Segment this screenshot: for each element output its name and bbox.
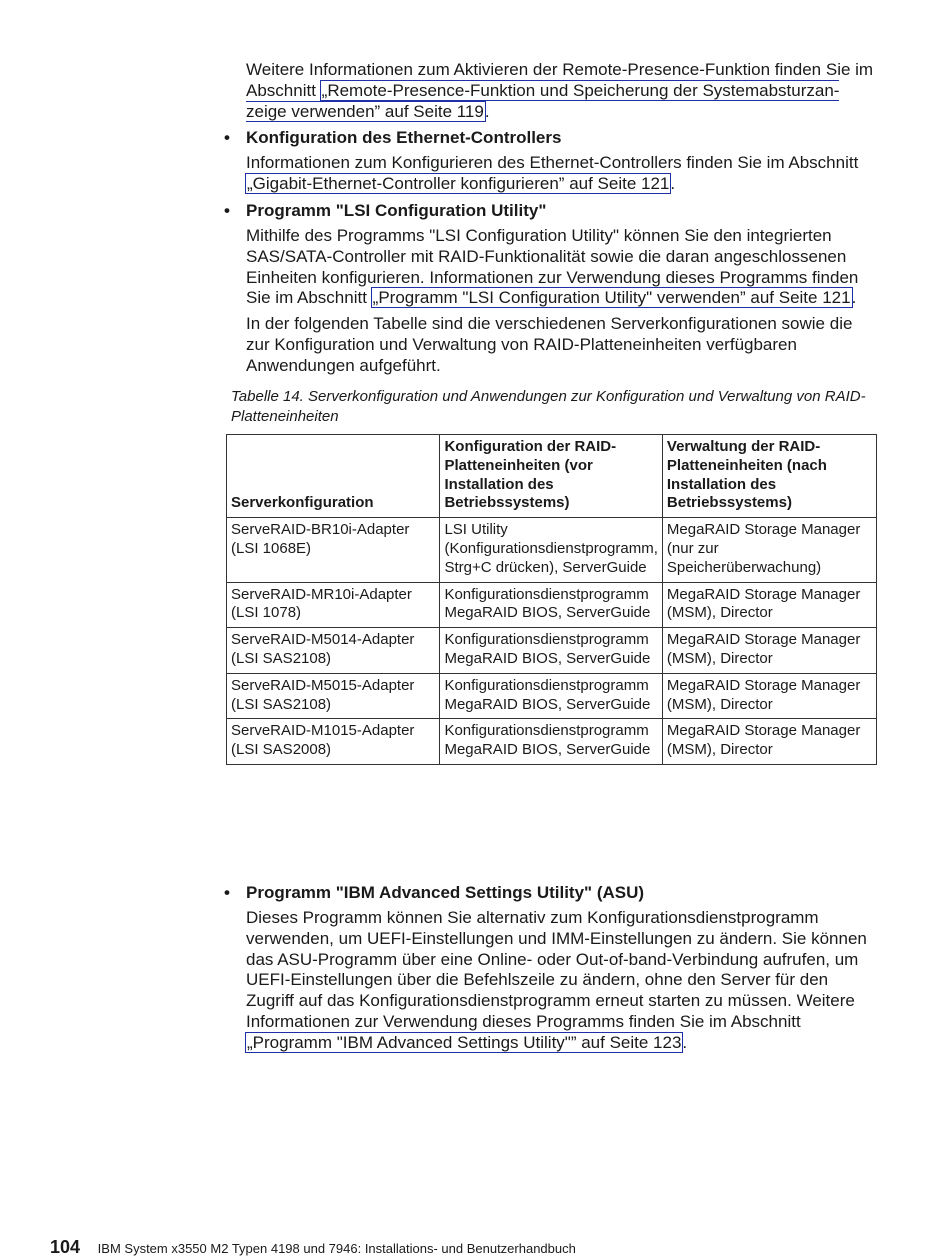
page-footer (50, 1237, 576, 1258)
ethernet-paragraph: Informationen zum Konfigurieren des Ethernet-Controllers finden Sie im Abschnitt „Gigabit-Ethernet-Controller konfigurieren” auf Seite 121. (246, 153, 859, 193)
table-cell: ServeRAID-BR10i-Adapter (LSI 1068E) (227, 518, 440, 582)
table-cell: MegaRAID Storage Manager (MSM), Director (662, 719, 876, 765)
link-gigabit-ethernet[interactable]: „Gigabit-Ethernet-Controller konfigurieren” auf Seite 121 (247, 173, 670, 193)
table-cell: ServeRAID-M1015-Adapter (LSI SAS2008) (227, 719, 440, 765)
table-row (227, 673, 877, 719)
table-caption: Tabelle 14. Serverkonfiguration und Anwendungen zur Konfiguration und Verwaltung von RAID-Platteneinheiten (231, 388, 866, 425)
table-row (227, 582, 877, 628)
table-row (227, 518, 877, 582)
table-cell: Konfigurationsdienstprogramm MegaRAID BIOS, ServerGuide (440, 582, 662, 628)
header-raid-management: Verwaltung der RAID-Platteneinheiten (nach Installation des Betriebssystems) (662, 435, 876, 518)
asu-paragraph: Dieses Programm können Sie alternativ zum Konfigurationsdienstprogramm verwenden, um UEFI-Einstellungen und IMM-Einstellungen zu ändern. Sie können das ASU-Programm über eine Online- oder Out-of-band-Verbindung aufrufen, um UEFI-Einstellungen über die Befehlszeile zu ändern, ohne den Server für den Zugriff auf das Konfigurationsdienstprogramm erneut starten zu müssen. Weitere Informationen zur Verwendung dieses Programms finden Sie im Abschnitt „Programm "IBM Advanced Settings Utility"” auf Seite 123. (246, 908, 867, 1052)
table-cell: Konfigurationsdienstprogramm MegaRAID BIOS, ServerGuide (440, 673, 662, 719)
table-intro-paragraph: In der folgenden Tabelle sind die verschiedenen Serverkonfigurationen sowie die zur Konfiguration und Verwaltung von RAID-Platteneinheiten verfügbaren Anwendungen aufgeführt. (246, 314, 853, 375)
lsi-paragraph: Mithilfe des Programms "LSI Configuration Utility" können Sie den integrierten SAS/SATA-Controller mit RAID-Funktionalität sowie die daran angeschlossenen Einheiten konfigurieren. Informationen zur Verwendung dieses Programms finden Sie im Abschnitt „Programm "LSI Configuration Utility" verwenden” auf Seite 121. (246, 226, 859, 308)
bullet-title-ethernet: Konfiguration des Ethernet-Controllers (246, 128, 562, 147)
raid-table (226, 434, 877, 765)
table-cell: MegaRAID Storage Manager (MSM), Director (662, 673, 876, 719)
bullet-marker: • (224, 128, 230, 147)
link-asu-program[interactable]: „Programm "IBM Advanced Settings Utility"” auf Seite 123 (247, 1032, 682, 1052)
intro-paragraph: Weitere Informationen zum Aktivieren der Remote-Presence-Funktion finden Sie im Abschnitt „Remote-Presence-Funktion und Speicherung der Systemabsturzan-zeige verwenden” auf Seite 119. (246, 60, 874, 121)
table-header-row (227, 435, 877, 518)
bullet-marker: • (224, 201, 230, 220)
table-cell: ServeRAID-MR10i-Adapter (LSI 1078) (227, 582, 440, 628)
table-row (227, 719, 877, 765)
page-number: 104 (50, 1237, 81, 1257)
table-cell: MegaRAID Storage Manager (nur zur Speicherüberwachung) (662, 518, 876, 582)
link-lsi-utility[interactable]: „Programm "LSI Configuration Utility" verwenden” auf Seite 121 (372, 288, 851, 308)
table-row (227, 628, 877, 674)
table-cell: Konfigurationsdienstprogramm MegaRAID BIOS, ServerGuide (440, 719, 662, 765)
table-cell: MegaRAID Storage Manager (MSM), Director (662, 628, 876, 674)
table-cell: LSI Utility (Konfigurationsdienstprogramm, Strg+C drücken), ServerGuide (440, 518, 662, 582)
intro-text: Weitere Informationen zum Aktivieren der Remote-Presence-Funktion finden Sie im Abschnitt (246, 60, 874, 100)
link-remote-presence[interactable]: „Remote-Presence-Funktion und Speicherung der Systemabsturzan-zeige verwenden” auf Seite 119 (246, 80, 840, 121)
table-cell: Konfigurationsdienstprogramm MegaRAID BIOS, ServerGuide (440, 628, 662, 674)
table-cell: MegaRAID Storage Manager (MSM), Director (662, 582, 876, 628)
table-cell: ServeRAID-M5014-Adapter (LSI SAS2108) (227, 628, 440, 674)
bullet-title-lsi: Programm "LSI Configuration Utility" (246, 201, 547, 220)
bullet-marker: • (224, 883, 230, 902)
footer-title: IBM System x3550 M2 Typen 4198 und 7946: Installations- und Benutzerhandbuch (97, 1241, 576, 1256)
header-raid-config: Konfiguration der RAID-Platteneinheiten (vor Installation des Betriebssystems) (440, 435, 662, 518)
header-server-config: Serverkonfiguration (227, 435, 440, 518)
bullet-title-asu: Programm "IBM Advanced Settings Utility" (ASU) (246, 883, 645, 902)
table-cell: ServeRAID-M5015-Adapter (LSI SAS2108) (227, 673, 440, 719)
